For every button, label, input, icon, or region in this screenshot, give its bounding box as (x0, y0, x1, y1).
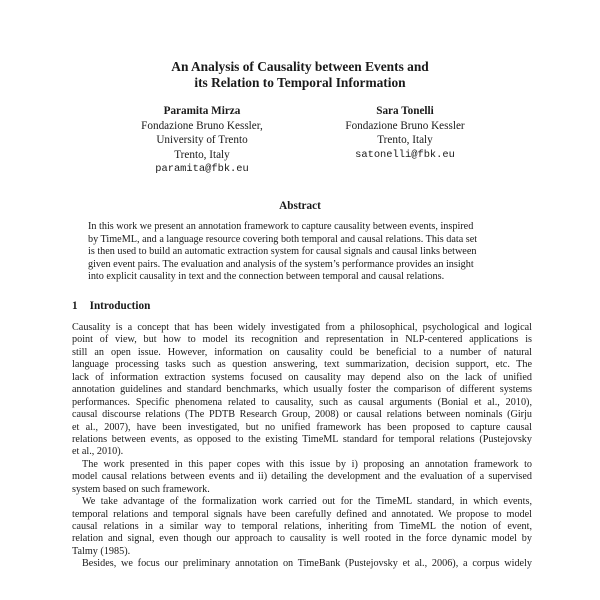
author-email: paramita@fbk.eu (155, 163, 249, 175)
body-line: relations between events, as opposed to the existing TimeML standard for temporal relations (Pustejovsky (72, 433, 532, 445)
body-line: language processing tasks such as question answering, text summarization, decision support, etc. The (72, 359, 532, 371)
body-line: relation and signal, even though our approach to causality is well rooted in the force dynamic model by (72, 533, 532, 545)
title-line-1: An Analysis of Causality between Events and (171, 59, 429, 74)
author-email: satonelli@fbk.eu (355, 148, 455, 161)
section-heading (72, 300, 150, 312)
abstract-line: into explicit causality in text and the connection between temporal and causal relations. (88, 271, 445, 283)
paper-title (0, 59, 600, 91)
body-line: lack of information extraction systems focused on causality may depend also on the lack of unified (72, 371, 532, 383)
body-line: Besides, we focus our preliminary annotation on TimeBank (Pustejovsky et al., 2006), a corpus widely (82, 558, 532, 570)
section-title: Introduction (89, 300, 151, 312)
body-text (72, 322, 532, 571)
abstract-line: given event pairs. The evaluation and analysis of the system’s performance provides an insight (88, 258, 474, 270)
author-block-2 (325, 104, 485, 162)
body-line: et al., 2007), have been investigated, but no unified framework has been proposed to capture causal (72, 421, 532, 433)
abstract-heading: Abstract (279, 200, 321, 212)
body-line: Causality is a concept that has been widely investigated from a philosophical, psychological and logical (72, 322, 532, 333)
abstract-body (88, 221, 516, 284)
author-name: Paramita Mirza (163, 105, 241, 117)
body-line: causal relations in a similar way to temporal relations, inheriting from TimeML the notion of event, (72, 521, 532, 532)
abstract-line: In this work we present an annotation framework to capture causality between events, inspired (88, 221, 474, 232)
section-number: 1 (72, 300, 78, 312)
author-name: Sara Tonelli (376, 105, 434, 117)
author-block-1 (122, 104, 282, 177)
body-line: temporal relations and temporal signals have been carefully defined and annotated. We propose to model (72, 508, 532, 520)
body-line: Talmy (1985). (72, 545, 131, 557)
body-line: The work presented in this paper copes with this issue by i) proposing an annotation framework to (82, 458, 532, 470)
body-line: system based on such framework. (72, 483, 210, 495)
body-line: still an open issue. However, information on causality could be beneficial to a number of natural (72, 346, 532, 358)
body-line: performances. Specific phenomena related to causality, such as causal arguments (Bonial et al., 2010), (72, 396, 532, 408)
author-affiliation: University of Trento (156, 134, 248, 146)
body-line: et al., 2010). (72, 446, 124, 458)
body-line: We take advantage of the formalization work carried out for the TimeML standard, in which events, (82, 496, 532, 508)
author-location: Trento, Italy (377, 134, 433, 146)
author-location: Trento, Italy (174, 148, 230, 161)
author-affiliation: Fondazione Bruno Kessler, (141, 119, 263, 132)
abstract-line: by TimeML, and a language resource covering both temporal and causal relations. This data set (88, 233, 478, 245)
body-line: causal discourse relations (The PDTB Research Group, 2008) or causal relations between nominals (Girju (72, 409, 532, 421)
body-line: model causal relations between events and ii) detailing the development and the evaluation of a supervised (72, 471, 532, 483)
abstract-line: is then used to build an automatic extraction system for causal signals and causal links between (88, 246, 477, 258)
author-affiliation: Fondazione Bruno Kessler (345, 119, 465, 132)
title-line-2: its Relation to Temporal Information (194, 75, 406, 90)
body-line: annotation guidelines and standard benchmarks, which usually foster the comparison of different systems (72, 384, 532, 396)
body-line: point of view, but how to model its recognition and representation in NLP-centered applications is (72, 334, 532, 346)
